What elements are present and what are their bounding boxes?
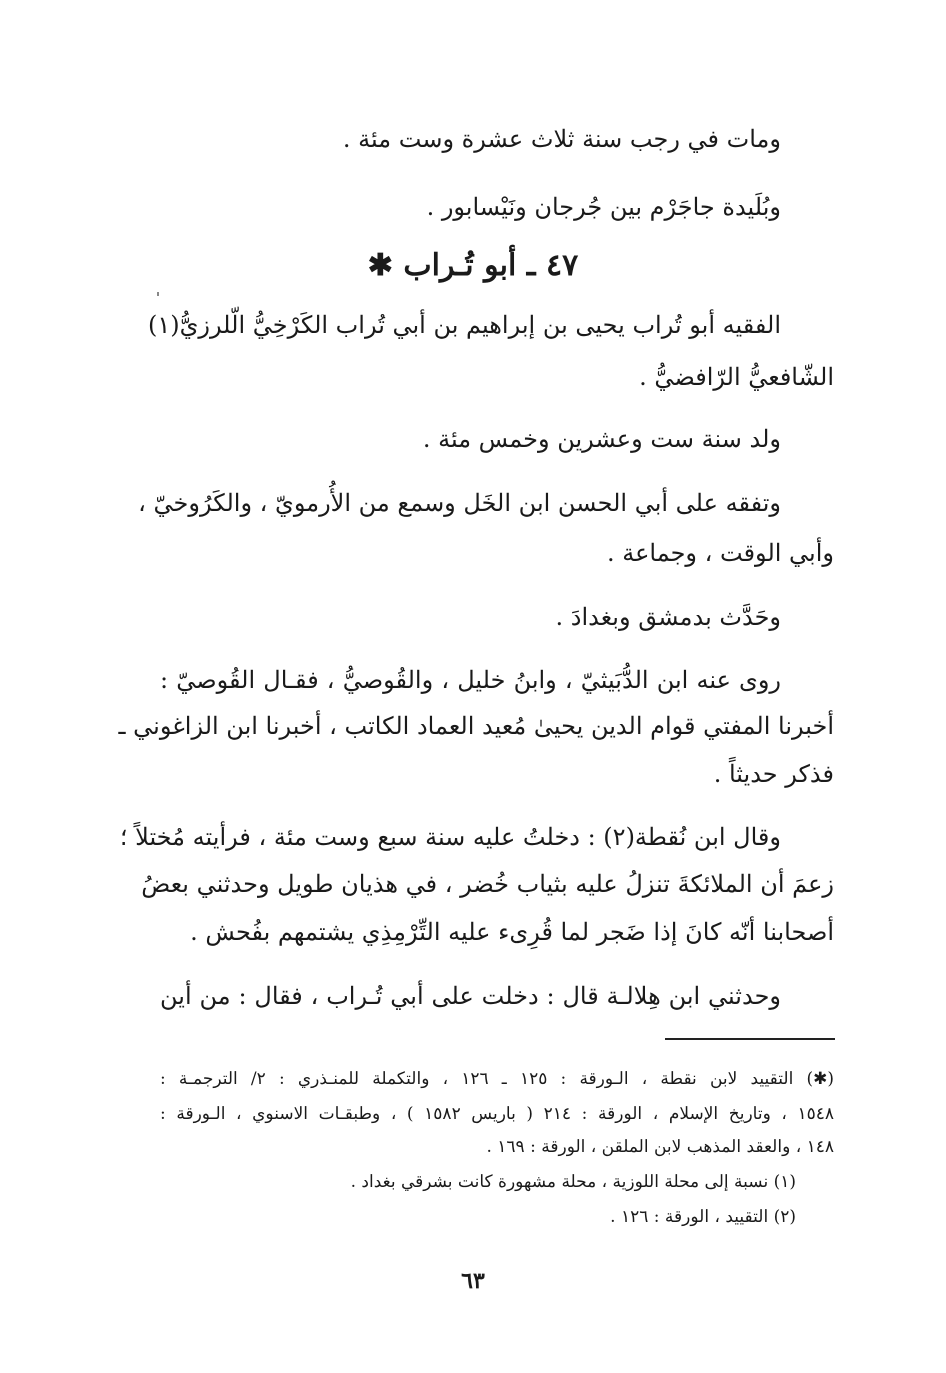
body-line-7: وأبي الوقت ، وجماعة . — [606, 539, 834, 567]
body-line-14: أصحابنا أنّه كانَ إذا ضَجر لما قُرِىء عليه التِّرْمِذِي يشتمهم بفُحش . — [190, 918, 834, 946]
body-line-13: زعمَ أن الملائكةَ تنزلُ عليه بثياب خُضر ، في هذيان طويل وحدثني بعضُ — [141, 870, 834, 898]
footnote-separator — [665, 1038, 835, 1040]
page-number: ٦٣ — [461, 1268, 485, 1294]
body-line-6: وتفقه على أبي الحسن ابن الخَل وسمع من الأُرمويّ ، والكَرُوخيّ ، — [138, 489, 781, 517]
footnote-1: (١) نسبة إلى محلة اللوزية ، محلة مشهورة كانت بشرقي بغداد . — [350, 1172, 796, 1192]
body-line-11: فذكر حديثاً . — [713, 760, 834, 788]
body-line-10: أخبرنا المفتي قوام الدين يحيىٰ مُعيد العماد الكاتب ، أخبرنا ابن الزاغوني ـ — [118, 712, 834, 740]
footnote-sources-line-3: ١٤٨ ، والعقد المذهب لابن الملقن ، الورقة : ١٦٩ . — [486, 1137, 834, 1157]
body-line-5: ولد سنة ست وعشرين وخمس مئة . — [422, 425, 781, 453]
body-line-2: وبُلَيدة جاجَرْم بين جُرجان ونَيْسابور . — [426, 193, 781, 221]
footnote-sources-line-2: ١٥٤٨ ، وتاريخ الإسلام ، الورقة : ٢١٤ ( باريس ١٥٨٢ ) ، وطبقـات الاسنوي ، الـورقة : — [160, 1104, 835, 1124]
margin-mark — [157, 292, 159, 296]
entry-heading: ٤٧ ـ أبو تُـراب ✱ — [367, 248, 579, 283]
footnote-sources-line-1: (✱) التقييد لابن نقطة ، الـورقة : ١٢٥ ـ ١٢٦ ، والتكملة للمنـذري : ٢/ الترجمـة : — [160, 1069, 834, 1089]
body-line-15: وحدثني ابن هِلالـة قال : دخلت على أبي تُـراب ، فقال : من أين — [160, 982, 781, 1010]
body-line-3: الفقيه أبو تُراب يحيى بن إبراهيم بن أبي تُراب الكَرْخِيُّ الّلرزيُّ(١) — [147, 311, 781, 339]
footnote-2: (٢) التقييد ، الورقة : ١٢٦ . — [610, 1207, 796, 1227]
body-line-9: روى عنه ابن الدُّبَيثيّ ، وابنُ خليل ، والقُوصيُّ ، فقـال القُوصيّ : — [160, 666, 781, 694]
body-line-8: وحَدَّث بدمشق وبغدادَ . — [555, 603, 781, 631]
body-line-4: الشّافعيُّ الرّافضيُّ . — [639, 363, 834, 391]
body-line-12: وقال ابن نُقطة(٢) : دخلتُ عليه سنة سبع وست مئة ، فرأيته مُختلاً ؛ — [119, 823, 781, 851]
body-line-1: ومات في رجب سنة ثلاث عشرة وست مئة . — [342, 125, 781, 153]
